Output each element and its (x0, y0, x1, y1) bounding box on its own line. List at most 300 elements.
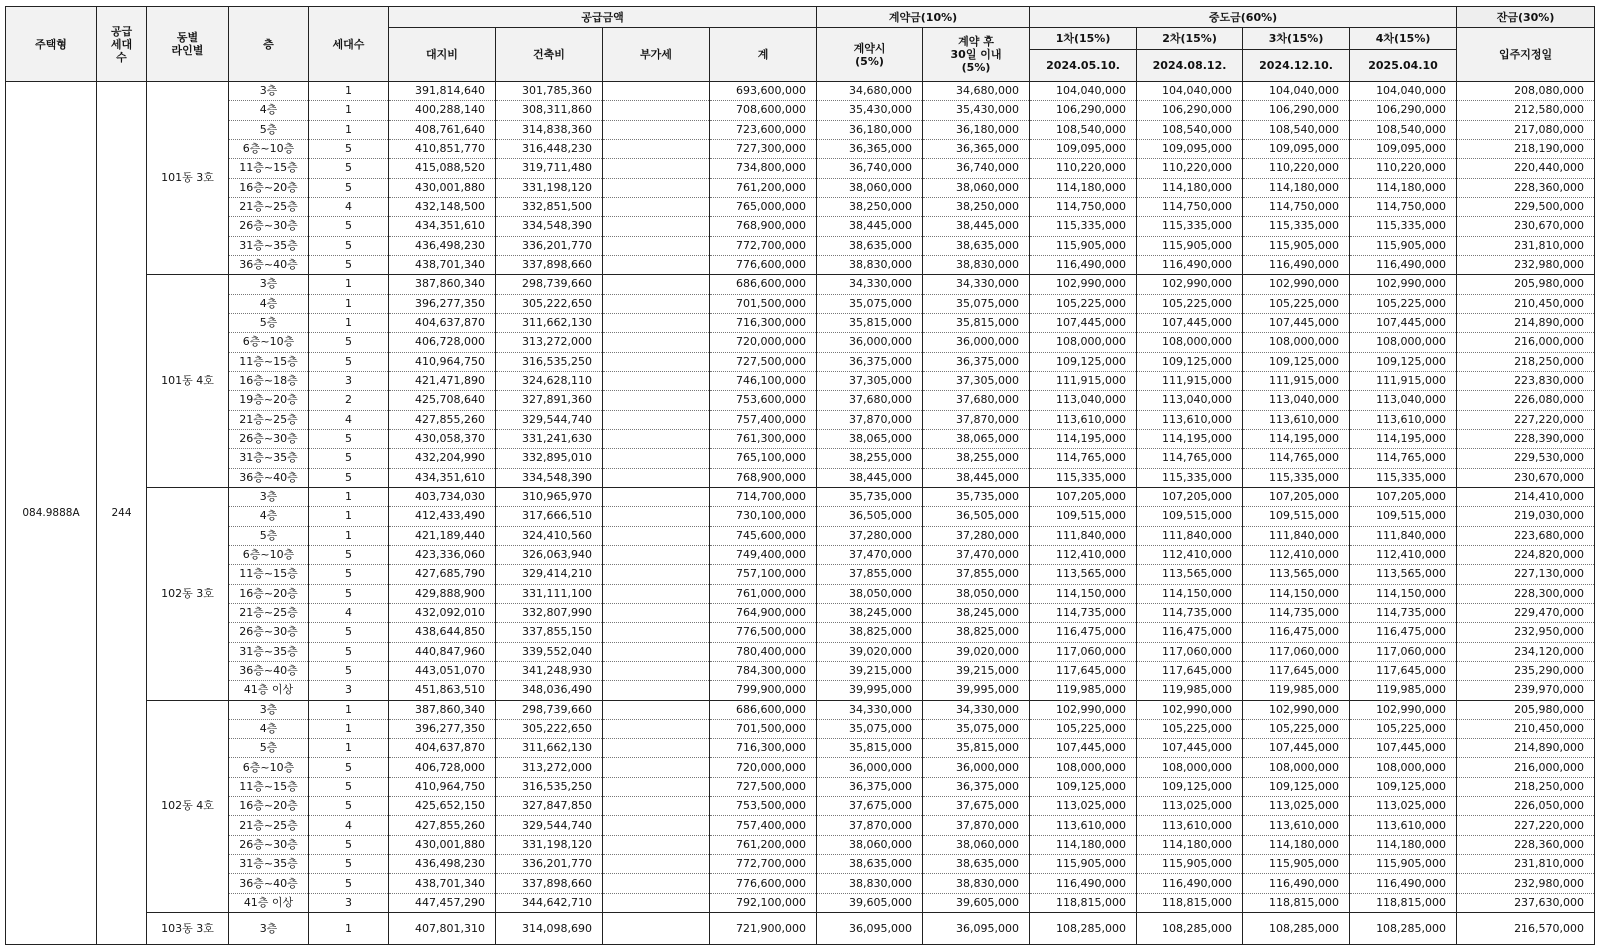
balance-cell: 228,300,000 (1457, 584, 1595, 603)
vat-cell (603, 719, 710, 738)
contract-at-cell: 35,075,000 (817, 719, 923, 738)
vat-cell (603, 449, 710, 468)
balance-cell: 231,810,000 (1457, 236, 1595, 255)
mid-1-cell: 109,515,000 (1030, 507, 1137, 526)
mid-1-cell: 107,445,000 (1030, 313, 1137, 332)
table-row (6, 797, 1595, 816)
vat-cell (603, 82, 710, 101)
mid-2-cell: 115,335,000 (1137, 468, 1243, 487)
mid-3-cell: 114,195,000 (1243, 429, 1350, 448)
balance-cell: 224,820,000 (1457, 545, 1595, 564)
table-row (6, 893, 1595, 912)
vat-cell (603, 893, 710, 912)
vat-cell (603, 255, 710, 274)
contract-after-cell: 36,000,000 (923, 333, 1030, 352)
floor-cell: 26층~30층 (229, 623, 309, 642)
building-cost-cell: 327,847,850 (496, 797, 603, 816)
header-vat: 부가세 (603, 28, 710, 82)
total-cell: 765,000,000 (710, 197, 817, 216)
building-cost-cell: 344,642,710 (496, 893, 603, 912)
building-cost-cell: 308,311,860 (496, 101, 603, 120)
land-cell: 407,801,310 (389, 913, 496, 945)
mid-2-cell: 109,095,000 (1137, 139, 1243, 158)
header-supply-amount: 공급금액 (389, 7, 817, 28)
unit-count-cell: 5 (309, 333, 389, 352)
header-mid-4: 4차(15%) (1350, 28, 1457, 50)
unit-count-cell: 1 (309, 294, 389, 313)
floor-cell: 6층~10층 (229, 758, 309, 777)
vat-cell (603, 236, 710, 255)
floor-cell: 3층 (229, 275, 309, 294)
land-cell: 423,336,060 (389, 545, 496, 564)
unit-count-cell: 1 (309, 719, 389, 738)
table-row (6, 217, 1595, 236)
mid-1-cell: 113,565,000 (1030, 565, 1137, 584)
mid-2-cell: 108,540,000 (1137, 120, 1243, 139)
mid-2-cell: 108,285,000 (1137, 913, 1243, 945)
floor-cell: 36층~40층 (229, 468, 309, 487)
floor-cell: 31층~35층 (229, 855, 309, 874)
total-cell: 768,900,000 (710, 217, 817, 236)
mid-3-cell: 111,915,000 (1243, 371, 1350, 390)
contract-at-cell: 37,680,000 (817, 391, 923, 410)
mid-1-cell: 114,765,000 (1030, 449, 1137, 468)
contract-at-cell: 36,365,000 (817, 139, 923, 158)
mid-3-cell: 109,125,000 (1243, 777, 1350, 796)
header-supply-units-line1: 공급 (110, 24, 133, 38)
mid-2-cell: 113,040,000 (1137, 391, 1243, 410)
building-cost-cell: 314,098,690 (496, 913, 603, 945)
building-cost-cell: 337,898,660 (496, 874, 603, 893)
mid-2-cell: 114,150,000 (1137, 584, 1243, 603)
mid-3-cell: 106,290,000 (1243, 101, 1350, 120)
price-table (5, 6, 1595, 945)
supply-units-cell: 244 (97, 82, 147, 945)
mid-4-cell: 113,610,000 (1350, 410, 1457, 429)
land-cell: 430,001,880 (389, 178, 496, 197)
mid-4-cell: 108,540,000 (1350, 120, 1457, 139)
land-cell: 387,860,340 (389, 700, 496, 719)
floor-cell: 36층~40층 (229, 874, 309, 893)
mid-1-cell: 102,990,000 (1030, 700, 1137, 719)
floor-cell: 6층~10층 (229, 545, 309, 564)
contract-after-cell: 38,050,000 (923, 584, 1030, 603)
mid-2-cell: 116,490,000 (1137, 874, 1243, 893)
table-row (6, 507, 1595, 526)
mid-2-cell: 104,040,000 (1137, 82, 1243, 101)
building-cost-cell: 298,739,660 (496, 700, 603, 719)
header-mid-date-4: 2025.04.10 (1350, 50, 1457, 82)
mid-1-cell: 111,840,000 (1030, 526, 1137, 545)
mid-1-cell: 108,000,000 (1030, 333, 1137, 352)
land-cell: 447,457,290 (389, 893, 496, 912)
mid-2-cell: 115,335,000 (1137, 217, 1243, 236)
balance-cell: 223,680,000 (1457, 526, 1595, 545)
table-row (6, 333, 1595, 352)
mid-3-cell: 108,000,000 (1243, 758, 1350, 777)
building-cost-cell: 337,898,660 (496, 255, 603, 274)
contract-at-cell: 38,050,000 (817, 584, 923, 603)
floor-cell: 3층 (229, 82, 309, 101)
balance-cell: 232,980,000 (1457, 874, 1595, 893)
mid-2-cell: 119,985,000 (1137, 681, 1243, 700)
header-building-line-line2: 라인별 (171, 44, 204, 57)
contract-at-cell: 36,505,000 (817, 507, 923, 526)
contract-after-cell: 37,680,000 (923, 391, 1030, 410)
land-cell: 443,051,070 (389, 661, 496, 680)
vat-cell (603, 391, 710, 410)
mid-1-cell: 114,150,000 (1030, 584, 1137, 603)
floor-cell: 41층 이상 (229, 893, 309, 912)
land-cell: 387,860,340 (389, 275, 496, 294)
mid-1-cell: 106,290,000 (1030, 101, 1137, 120)
mid-2-cell: 118,815,000 (1137, 893, 1243, 912)
contract-at-cell: 39,995,000 (817, 681, 923, 700)
table-row (6, 82, 1595, 101)
building-cost-cell: 337,855,150 (496, 623, 603, 642)
vat-cell (603, 487, 710, 506)
contract-at-cell: 35,815,000 (817, 739, 923, 758)
mid-3-cell: 108,000,000 (1243, 333, 1350, 352)
mid-1-cell: 118,815,000 (1030, 893, 1137, 912)
mid-4-cell: 113,025,000 (1350, 797, 1457, 816)
total-cell: 792,100,000 (710, 893, 817, 912)
vat-cell (603, 603, 710, 622)
header-contract-after-line2: 30일 이내 (950, 48, 1002, 61)
floor-cell: 16층~18층 (229, 371, 309, 390)
contract-after-cell: 36,375,000 (923, 777, 1030, 796)
building-cost-cell: 329,544,740 (496, 816, 603, 835)
table-row (6, 623, 1595, 642)
contract-at-cell: 38,255,000 (817, 449, 923, 468)
vat-cell (603, 642, 710, 661)
header-supply-units-line2: 세대 (110, 37, 133, 51)
table-row (6, 159, 1595, 178)
building-cost-cell: 310,965,970 (496, 487, 603, 506)
building-cost-cell: 348,036,490 (496, 681, 603, 700)
land-cell: 440,847,960 (389, 642, 496, 661)
total-cell: 765,100,000 (710, 449, 817, 468)
mid-1-cell: 112,410,000 (1030, 545, 1137, 564)
unit-count-cell: 5 (309, 159, 389, 178)
total-cell: 776,600,000 (710, 255, 817, 274)
total-cell: 721,900,000 (710, 913, 817, 945)
mid-3-cell: 117,645,000 (1243, 661, 1350, 680)
unit-count-cell: 5 (309, 139, 389, 158)
unit-count-cell: 2 (309, 391, 389, 410)
header-contract-at-line2: (5%) (855, 54, 884, 68)
building-cost-cell: 324,410,560 (496, 526, 603, 545)
mid-1-cell: 109,125,000 (1030, 777, 1137, 796)
mid-4-cell: 104,040,000 (1350, 82, 1457, 101)
contract-at-cell: 34,330,000 (817, 275, 923, 294)
total-cell: 761,200,000 (710, 835, 817, 854)
total-cell: 745,600,000 (710, 526, 817, 545)
mid-1-cell: 102,990,000 (1030, 275, 1137, 294)
floor-cell: 31층~35층 (229, 236, 309, 255)
contract-after-cell: 38,825,000 (923, 623, 1030, 642)
mid-3-cell: 112,410,000 (1243, 545, 1350, 564)
unit-count-cell: 5 (309, 874, 389, 893)
balance-cell: 205,980,000 (1457, 275, 1595, 294)
mid-3-cell: 105,225,000 (1243, 719, 1350, 738)
building-cost-cell: 305,222,650 (496, 719, 603, 738)
header-housing-type: 주택형 (6, 7, 97, 82)
mid-2-cell: 108,000,000 (1137, 333, 1243, 352)
floor-cell: 5층 (229, 739, 309, 758)
building-cost-cell: 336,201,770 (496, 236, 603, 255)
balance-cell: 231,810,000 (1457, 855, 1595, 874)
header-middle-payment: 중도금(60%) (1030, 7, 1457, 28)
building-cost-cell: 298,739,660 (496, 275, 603, 294)
header-building-line-line1: 동별 (176, 31, 199, 44)
contract-after-cell: 38,830,000 (923, 874, 1030, 893)
table-row (6, 545, 1595, 564)
mid-3-cell: 119,985,000 (1243, 681, 1350, 700)
land-cell: 412,433,490 (389, 507, 496, 526)
land-cell: 410,964,750 (389, 352, 496, 371)
building-cost-cell: 326,063,940 (496, 545, 603, 564)
contract-at-cell: 39,020,000 (817, 642, 923, 661)
building-cost-cell: 311,662,130 (496, 739, 603, 758)
vat-cell (603, 294, 710, 313)
mid-3-cell: 109,125,000 (1243, 352, 1350, 371)
mid-4-cell: 118,815,000 (1350, 893, 1457, 912)
building-line-cell: 102동 4호 (147, 700, 229, 913)
vat-cell (603, 159, 710, 178)
contract-after-cell: 37,675,000 (923, 797, 1030, 816)
mid-1-cell: 114,180,000 (1030, 178, 1137, 197)
total-cell: 716,300,000 (710, 739, 817, 758)
building-cost-cell: 324,628,110 (496, 371, 603, 390)
header-contract-at (817, 28, 923, 82)
total-cell: 780,400,000 (710, 642, 817, 661)
land-cell: 432,204,990 (389, 449, 496, 468)
mid-1-cell: 114,750,000 (1030, 197, 1137, 216)
unit-count-cell: 1 (309, 120, 389, 139)
unit-count-cell: 1 (309, 101, 389, 120)
floor-cell: 31층~35층 (229, 642, 309, 661)
contract-after-cell: 34,330,000 (923, 700, 1030, 719)
mid-1-cell: 117,060,000 (1030, 642, 1137, 661)
unit-count-cell: 3 (309, 893, 389, 912)
building-line-cell: 103동 3호 (147, 913, 229, 945)
building-cost-cell: 311,662,130 (496, 313, 603, 332)
contract-at-cell: 38,445,000 (817, 468, 923, 487)
mid-1-cell: 108,000,000 (1030, 758, 1137, 777)
table-row (6, 835, 1595, 854)
unit-count-cell: 1 (309, 275, 389, 294)
unit-count-cell: 5 (309, 545, 389, 564)
mid-3-cell: 114,180,000 (1243, 835, 1350, 854)
contract-after-cell: 37,280,000 (923, 526, 1030, 545)
mid-4-cell: 109,095,000 (1350, 139, 1457, 158)
balance-cell: 226,080,000 (1457, 391, 1595, 410)
mid-4-cell: 109,125,000 (1350, 777, 1457, 796)
vat-cell (603, 623, 710, 642)
contract-at-cell: 36,095,000 (817, 913, 923, 945)
contract-at-cell: 36,375,000 (817, 352, 923, 371)
mid-4-cell: 117,060,000 (1350, 642, 1457, 661)
vat-cell (603, 313, 710, 332)
floor-cell: 5층 (229, 526, 309, 545)
mid-4-cell: 115,335,000 (1350, 468, 1457, 487)
header-total: 계 (710, 28, 817, 82)
header-mid-date-2: 2024.08.12. (1137, 50, 1243, 82)
total-cell: 714,700,000 (710, 487, 817, 506)
mid-3-cell: 115,905,000 (1243, 855, 1350, 874)
contract-after-cell: 38,635,000 (923, 855, 1030, 874)
table-row (6, 178, 1595, 197)
vat-cell (603, 352, 710, 371)
vat-cell (603, 700, 710, 719)
table-row (6, 468, 1595, 487)
table-body (6, 82, 1595, 945)
contract-after-cell: 38,245,000 (923, 603, 1030, 622)
vat-cell (603, 545, 710, 564)
vat-cell (603, 855, 710, 874)
land-cell: 396,277,350 (389, 294, 496, 313)
mid-4-cell: 111,840,000 (1350, 526, 1457, 545)
contract-at-cell: 38,635,000 (817, 236, 923, 255)
header-supply-units (97, 7, 147, 82)
mid-2-cell: 114,750,000 (1137, 197, 1243, 216)
mid-1-cell: 117,645,000 (1030, 661, 1137, 680)
unit-count-cell: 1 (309, 487, 389, 506)
mid-4-cell: 114,180,000 (1350, 178, 1457, 197)
floor-cell: 6층~10층 (229, 333, 309, 352)
contract-after-cell: 37,870,000 (923, 410, 1030, 429)
vat-cell (603, 913, 710, 945)
total-cell: 727,500,000 (710, 777, 817, 796)
mid-4-cell: 119,985,000 (1350, 681, 1457, 700)
land-cell: 415,088,520 (389, 159, 496, 178)
contract-after-cell: 39,020,000 (923, 642, 1030, 661)
building-cost-cell: 319,711,480 (496, 159, 603, 178)
mid-2-cell: 115,905,000 (1137, 855, 1243, 874)
mid-1-cell: 113,610,000 (1030, 410, 1137, 429)
building-cost-cell: 317,666,510 (496, 507, 603, 526)
balance-cell: 223,830,000 (1457, 371, 1595, 390)
floor-cell: 6층~10층 (229, 139, 309, 158)
building-cost-cell: 329,414,210 (496, 565, 603, 584)
table-row (6, 855, 1595, 874)
balance-cell: 218,190,000 (1457, 139, 1595, 158)
building-line-cell: 102동 3호 (147, 487, 229, 700)
balance-cell: 227,220,000 (1457, 410, 1595, 429)
mid-1-cell: 111,915,000 (1030, 371, 1137, 390)
land-cell: 408,761,640 (389, 120, 496, 139)
header-supply-units-line3: 수 (116, 50, 127, 64)
header-contract: 계약금(10%) (817, 7, 1030, 28)
floor-cell: 11층~15층 (229, 159, 309, 178)
balance-cell: 218,250,000 (1457, 352, 1595, 371)
total-cell: 708,600,000 (710, 101, 817, 120)
table-row (6, 313, 1595, 332)
mid-3-cell: 111,840,000 (1243, 526, 1350, 545)
contract-after-cell: 36,000,000 (923, 758, 1030, 777)
contract-at-cell: 36,740,000 (817, 159, 923, 178)
mid-3-cell: 110,220,000 (1243, 159, 1350, 178)
contract-at-cell: 35,735,000 (817, 487, 923, 506)
floor-cell: 16층~20층 (229, 178, 309, 197)
balance-cell: 227,220,000 (1457, 816, 1595, 835)
building-cost-cell: 331,198,120 (496, 178, 603, 197)
contract-after-cell: 34,330,000 (923, 275, 1030, 294)
land-cell: 410,964,750 (389, 777, 496, 796)
floor-cell: 4층 (229, 101, 309, 120)
floor-cell: 11층~15층 (229, 777, 309, 796)
unit-count-cell: 5 (309, 797, 389, 816)
mid-4-cell: 105,225,000 (1350, 719, 1457, 738)
header-contract-after (923, 28, 1030, 82)
contract-after-cell: 37,870,000 (923, 816, 1030, 835)
total-cell: 720,000,000 (710, 758, 817, 777)
contract-after-cell: 34,680,000 (923, 82, 1030, 101)
mid-4-cell: 115,905,000 (1350, 855, 1457, 874)
contract-at-cell: 38,060,000 (817, 178, 923, 197)
mid-2-cell: 105,225,000 (1137, 294, 1243, 313)
total-cell: 768,900,000 (710, 468, 817, 487)
contract-after-cell: 38,060,000 (923, 178, 1030, 197)
header-mid-date-1: 2024.05.10. (1030, 50, 1137, 82)
mid-3-cell: 114,150,000 (1243, 584, 1350, 603)
total-cell: 727,500,000 (710, 352, 817, 371)
header-unit-count: 세대수 (309, 7, 389, 82)
mid-1-cell: 109,095,000 (1030, 139, 1137, 158)
vat-cell (603, 101, 710, 120)
land-cell: 438,644,850 (389, 623, 496, 642)
balance-cell: 220,440,000 (1457, 159, 1595, 178)
balance-cell: 214,890,000 (1457, 739, 1595, 758)
land-cell: 421,471,890 (389, 371, 496, 390)
unit-count-cell: 5 (309, 661, 389, 680)
contract-at-cell: 35,075,000 (817, 294, 923, 313)
header-mid-1: 1차(15%) (1030, 28, 1137, 50)
land-cell: 436,498,230 (389, 236, 496, 255)
mid-3-cell: 114,750,000 (1243, 197, 1350, 216)
contract-at-cell: 36,180,000 (817, 120, 923, 139)
building-cost-cell: 316,535,250 (496, 352, 603, 371)
building-cost-cell: 327,891,360 (496, 391, 603, 410)
contract-at-cell: 37,855,000 (817, 565, 923, 584)
balance-cell: 216,000,000 (1457, 333, 1595, 352)
total-cell: 776,500,000 (710, 623, 817, 642)
total-cell: 701,500,000 (710, 294, 817, 313)
mid-2-cell: 111,840,000 (1137, 526, 1243, 545)
building-cost-cell: 313,272,000 (496, 758, 603, 777)
table-row (6, 275, 1595, 294)
contract-at-cell: 38,245,000 (817, 603, 923, 622)
mid-1-cell: 108,285,000 (1030, 913, 1137, 945)
vat-cell (603, 507, 710, 526)
mid-4-cell: 115,905,000 (1350, 236, 1457, 255)
mid-4-cell: 113,040,000 (1350, 391, 1457, 410)
contract-at-cell: 36,000,000 (817, 758, 923, 777)
land-cell: 427,855,260 (389, 410, 496, 429)
mid-4-cell: 114,150,000 (1350, 584, 1457, 603)
mid-3-cell: 113,610,000 (1243, 410, 1350, 429)
mid-3-cell: 114,180,000 (1243, 178, 1350, 197)
building-cost-cell: 341,248,930 (496, 661, 603, 680)
mid-4-cell: 113,610,000 (1350, 816, 1457, 835)
balance-cell: 229,530,000 (1457, 449, 1595, 468)
mid-2-cell: 106,290,000 (1137, 101, 1243, 120)
total-cell: 757,100,000 (710, 565, 817, 584)
unit-count-cell: 5 (309, 835, 389, 854)
mid-2-cell: 107,445,000 (1137, 313, 1243, 332)
header-land: 대지비 (389, 28, 496, 82)
